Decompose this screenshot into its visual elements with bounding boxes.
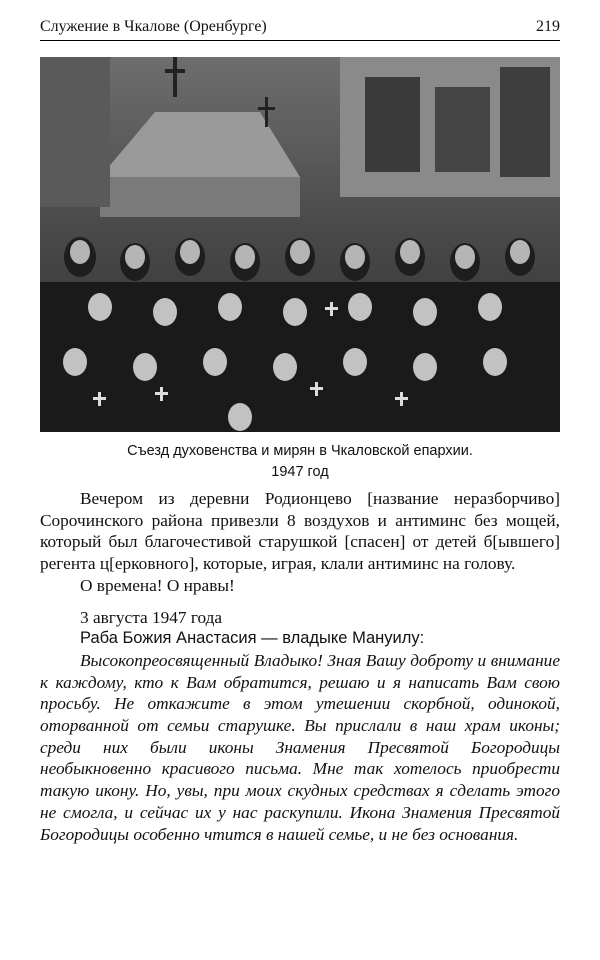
main-text <box>40 488 560 845</box>
running-title: Служение в Чкалове (Оренбурге) <box>40 18 267 35</box>
letter-intro: Раба Божия Анастасия — владыке Мануилу: <box>80 629 425 648</box>
letter-date: 3 августа 1947 года <box>80 607 223 627</box>
running-header <box>40 18 560 41</box>
caption-line-1: Съезд духовенства и мирян в Чкаловской епархии. <box>127 443 473 459</box>
group-photo-image <box>40 57 560 432</box>
photo-caption <box>40 441 560 483</box>
page-number: 219 <box>536 18 560 35</box>
letter-body: Высокопреосвященный Владыко! Зная Вашу доброту и внимание к каждому, кто к Вам обратится, решаю и я написать Вам свою просьбу. Не откажите в этом утешении скорбной, одинокой, оторванной от семьи старушке. Вы прислали в наш храм иконы; среди них были иконы Знамения Пресвятой Богородицы необыкновенно красивого письма. Мне так хотелось приобрести такую икону. Но, увы, при моих скудных средствах я сделать этого не смогла, и сейчас их у нас раскупили. Икона Знамения Пресвятой Богородицы особенно чтится в нашей семье, и не без основания. <box>40 650 560 844</box>
caption-line-2: 1947 год <box>271 464 329 480</box>
spacer <box>40 597 560 607</box>
group-photo <box>40 57 560 432</box>
paragraph-2: О времена! О нравы! <box>80 575 235 595</box>
paragraph-1: Вечером из деревни Родионцево [название неразборчиво] Сорочинского района привезли 8 воздухов и антиминс без мощей, который был благочестивой старушкой [спасен] от детей б[ывшего] регента ц[ерковного], которые, играя, клали антиминс на голову. <box>40 489 560 574</box>
